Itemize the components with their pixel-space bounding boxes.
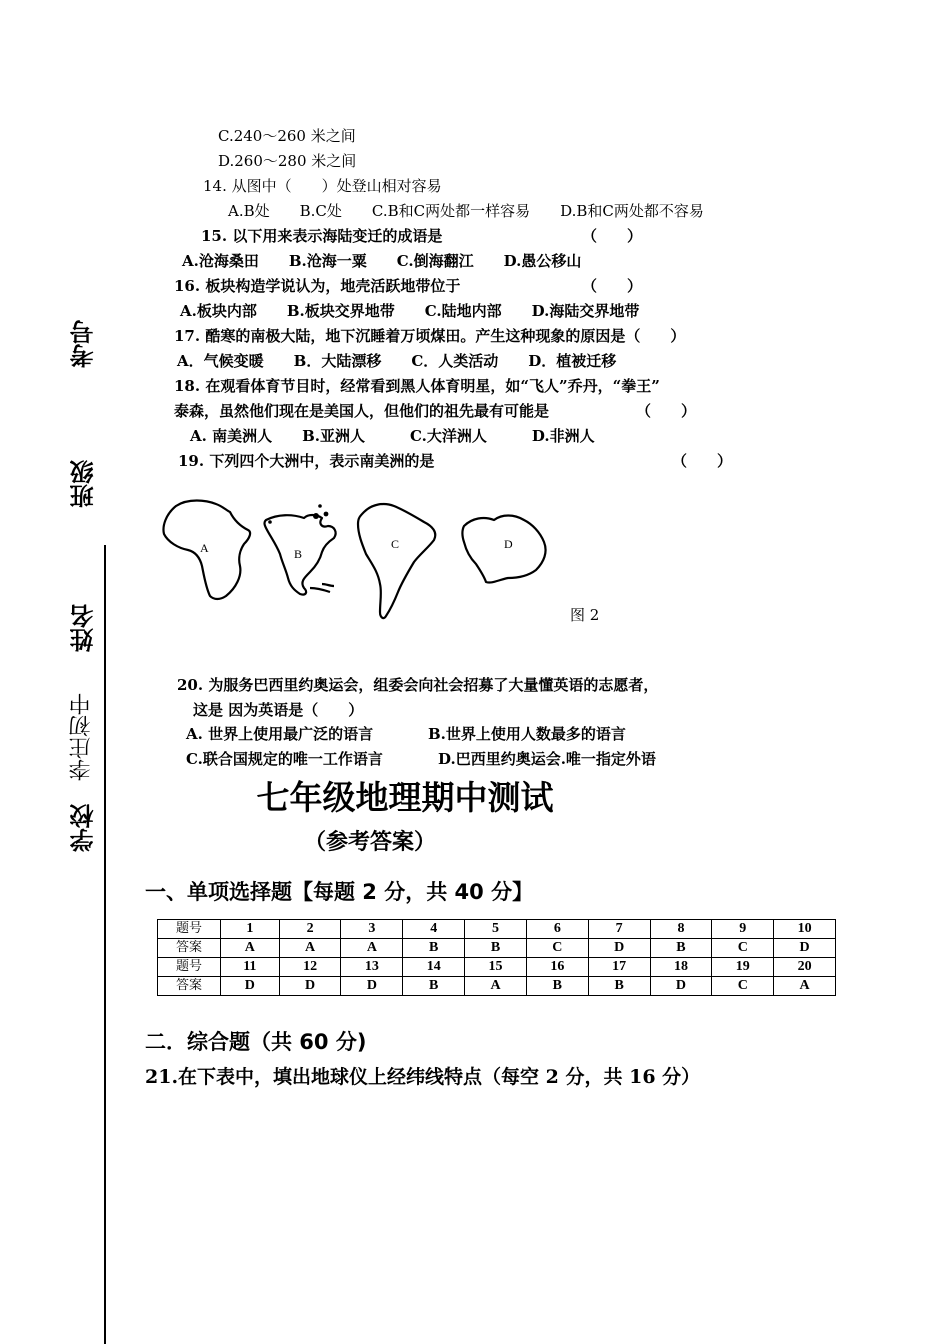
row-label: 题号: [158, 958, 221, 977]
q20-option-b: B.世界上使用人数最多的语言: [428, 725, 626, 743]
question-number: 8: [650, 920, 712, 939]
answer-cell: D: [774, 939, 836, 958]
q17-stem: 17. 酷寒的南极大陆，地下沉睡着万顷煤田。产生这种现象的原因是（ ）: [174, 327, 686, 345]
continent-label-c: C: [391, 537, 400, 551]
school-label: 学校: [70, 804, 98, 852]
row-label: 答案: [158, 939, 221, 958]
answer-cell: B: [403, 977, 465, 996]
q19-answer-paren: （ ）: [672, 452, 733, 470]
school-name: 李庄初中: [69, 693, 94, 781]
answer-cell: D: [588, 939, 650, 958]
q13-option-c: C.240～260 米之间: [218, 127, 356, 145]
table-row-answers-2: [158, 977, 836, 996]
question-number: 13: [341, 958, 403, 977]
answer-cell: C: [526, 939, 588, 958]
question-number: 16: [526, 958, 588, 977]
answer-cell: C: [712, 939, 774, 958]
continent-label-a: A: [200, 541, 209, 555]
answer-cell: B: [403, 939, 465, 958]
question-number: 6: [526, 920, 588, 939]
table-row-question-numbers-1: [158, 920, 836, 939]
answer-cell: B: [465, 939, 527, 958]
q20-option-a: A. 世界上使用最广泛的语言: [186, 725, 374, 743]
section-2-heading: 二．综合题（共 60 分): [145, 1030, 367, 1054]
continent-label-d: D: [504, 537, 513, 551]
q17-options: A．气候变暖 B．大陆漂移 C．人类活动 D．植被迁移: [177, 352, 617, 370]
answer-cell: D: [650, 977, 712, 996]
figure-caption: 图 2: [570, 606, 600, 624]
q13-option-d: D.260～280 米之间: [218, 152, 357, 170]
answer-cell: D: [341, 977, 403, 996]
q14-options: A.B处 B.C处 C.B和C两处都一样容易 D.B和C两处都不容易: [228, 202, 704, 220]
continent-label-b: B: [294, 547, 303, 561]
question-number: 18: [650, 958, 712, 977]
question-number: 7: [588, 920, 650, 939]
q15-answer-paren: （ ）: [582, 227, 643, 245]
question-number: 15: [465, 958, 527, 977]
q20-stem-line1: 20. 为服务巴西里约奥运会，组委会向社会招募了大量懂英语的志愿者，: [177, 676, 659, 694]
q18-stem-line2: 泰森，虽然他们现在是美国人，但他们的祖先最有可能是: [174, 402, 550, 420]
question-number: 20: [774, 958, 836, 977]
q16-answer-paren: （ ）: [582, 277, 643, 295]
name-label: 姓名: [70, 604, 98, 652]
q16-stem: 16. 板块构造学说认为，地壳活跃地带位于: [174, 277, 461, 295]
section-1-heading: 一、单项选择题【每题 2 分，共 40 分】: [145, 880, 534, 904]
question-number: 3: [341, 920, 403, 939]
question-number: 9: [712, 920, 774, 939]
table-row-answers-1: [158, 939, 836, 958]
answer-table: [157, 919, 836, 996]
question-number: 4: [403, 920, 465, 939]
question-number: 2: [279, 920, 341, 939]
continent-c-outline: [358, 504, 435, 618]
answer-cell: D: [221, 977, 280, 996]
answer-cell: B: [650, 939, 712, 958]
question-number: 5: [465, 920, 527, 939]
q20-stem-line2: 这是 因为英语是（ ）: [193, 701, 364, 719]
class-label: 班级: [70, 460, 98, 508]
answer-cell: C: [712, 977, 774, 996]
exam-number-label: 考号: [70, 320, 98, 368]
question-number: 10: [774, 920, 836, 939]
continents-figure: [158, 492, 558, 628]
answer-cell: A: [341, 939, 403, 958]
answer-cell: A: [774, 977, 836, 996]
q18-options: A. 南美洲人 B.亚洲人 C.大洋洲人 D.非洲人: [190, 427, 595, 445]
q20-option-c: C.联合国规定的唯一工作语言: [186, 750, 383, 768]
answer-cell: A: [465, 977, 527, 996]
binding-line: [104, 545, 106, 1344]
q16-options: A.板块内部 B.板块交界地带 C.陆地内部 D.海陆交界地带: [180, 302, 640, 320]
answer-cell: B: [588, 977, 650, 996]
q18-answer-paren: （ ）: [636, 402, 697, 420]
answer-cell: B: [526, 977, 588, 996]
question-number: 12: [279, 958, 341, 977]
table-row-question-numbers-2: [158, 958, 836, 977]
q15-options: A.沧海桑田 B.沧海一粟 C.倒海翻江 D.愚公移山: [182, 252, 582, 270]
question-number: 17: [588, 958, 650, 977]
row-label: 答案: [158, 977, 221, 996]
continents-outline-map: [158, 492, 558, 628]
question-number: 11: [221, 958, 280, 977]
question-number: 1: [221, 920, 280, 939]
page-subtitle: （参考答案）: [303, 830, 436, 855]
answer-cell: A: [279, 939, 341, 958]
q15-stem: 15. 以下用来表示海陆变迁的成语是: [201, 227, 443, 245]
question-number: 14: [403, 958, 465, 977]
row-label: 题号: [158, 920, 221, 939]
north-america-islands: [310, 584, 334, 592]
q18-stem-line1: 18. 在观看体育节目时，经常看到黑人体育明星，如“飞人”乔丹，“拳王”: [174, 377, 660, 395]
q19-stem: 19. 下列四个大洲中，表示南美洲的是: [178, 452, 435, 470]
q20-option-d: D.巴西里约奥运会.唯一指定外语: [438, 750, 656, 768]
q21-stem: 21.在下表中，填出地球仪上经纬线特点（每空 2 分，共 16 分）: [145, 1066, 701, 1088]
answer-cell: A: [221, 939, 280, 958]
question-number: 19: [712, 958, 774, 977]
answer-cell: D: [279, 977, 341, 996]
page-title: 七年级地理期中测试: [256, 778, 554, 817]
q14-stem: 14. 从图中（ ）处登山相对容易: [203, 177, 442, 195]
